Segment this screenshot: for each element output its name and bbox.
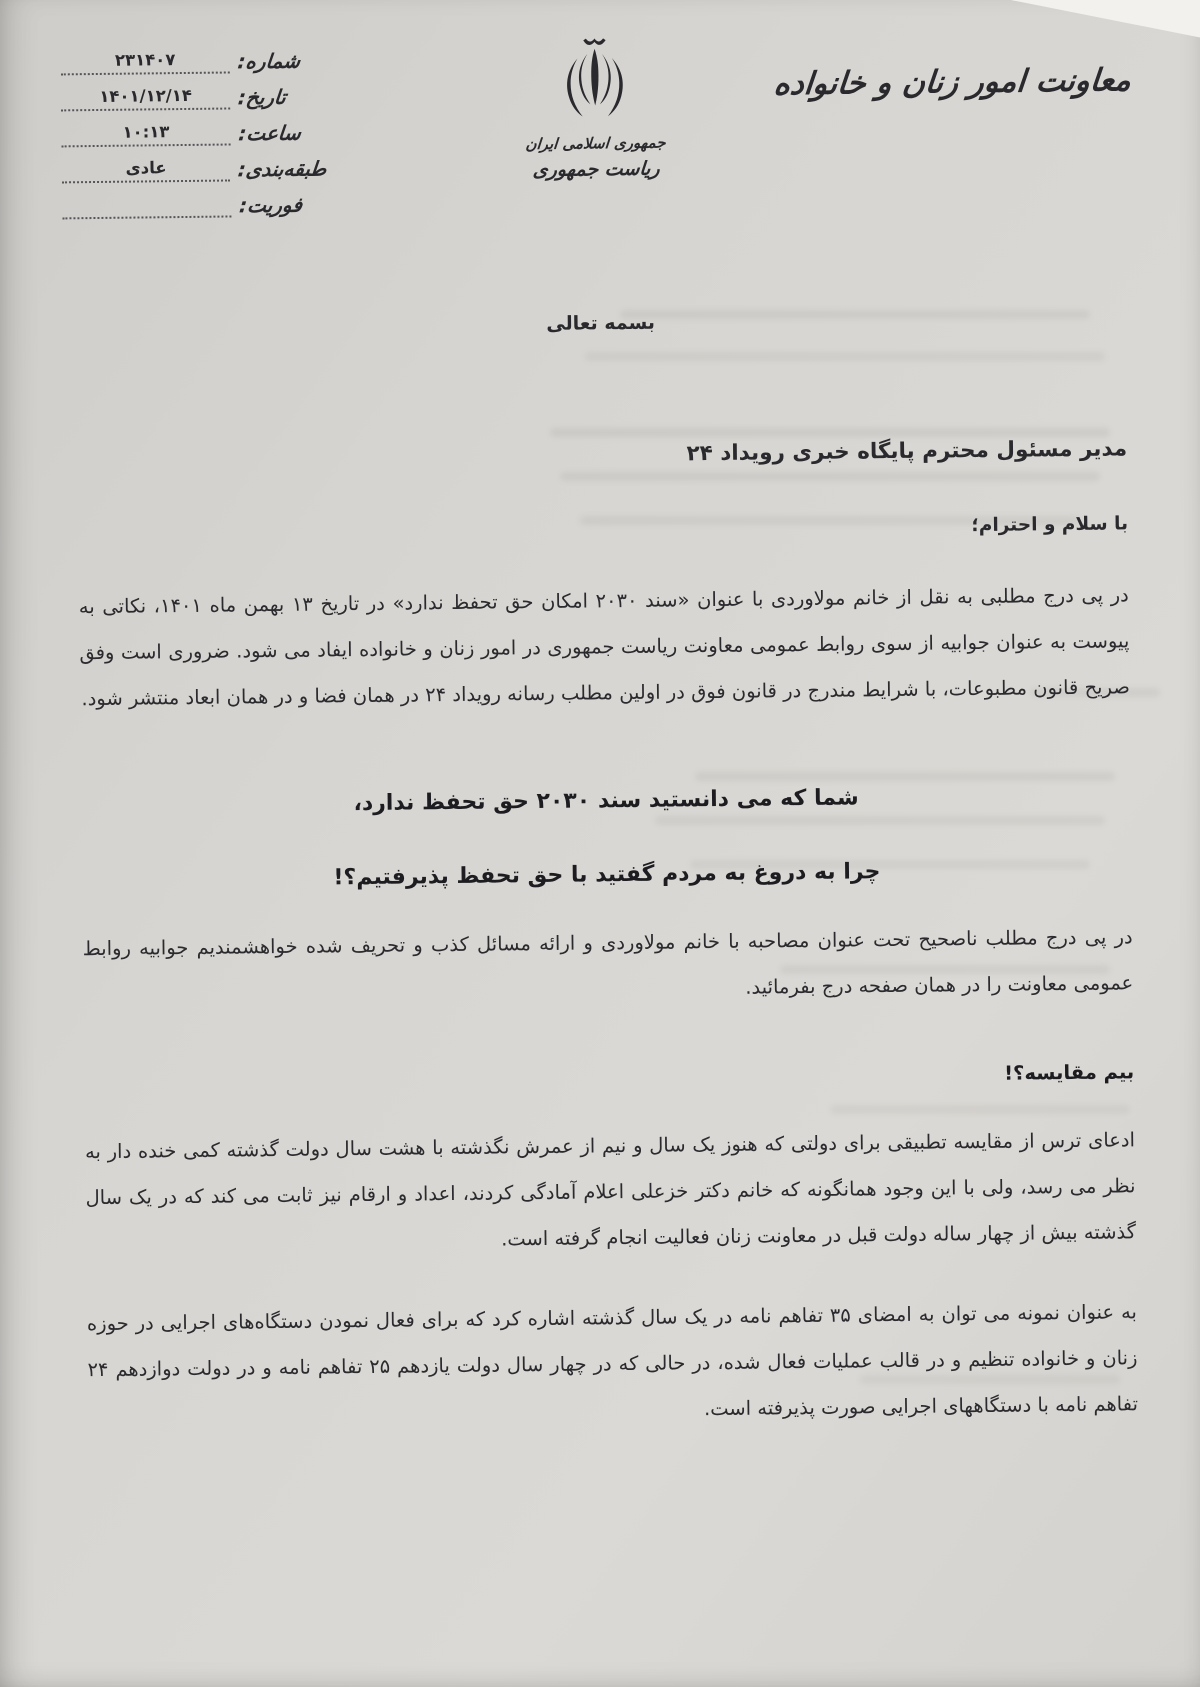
emblem-caption-country: جمهوری اسلامی ایران: [524, 133, 667, 154]
metadata-row-classification: [62, 155, 327, 183]
metadata-label-date: تاریخ:: [236, 84, 288, 110]
addressee-line: مدیر مسئول محترم پایگاه خبری رویداد ۲۴: [686, 436, 1128, 467]
headline-line-2: چرا به دروغ به مردم گفتید با حق تحفظ پذیرفتیم؟!: [333, 859, 881, 891]
metadata-label-urgency: فوریت:: [238, 192, 304, 218]
metadata-value-urgency: [62, 192, 231, 219]
metadata-label-number: شماره:: [236, 48, 302, 74]
headline-line-1: شما که می دانستید سند ۲۰۳۰ حق تحفظ ندارد،: [353, 785, 859, 817]
letter-paragraph-1: در پی درج مطلبی به نقل از خانم مولاوردی با عنوان «سند ۲۰۳۰ امکان حق تحفظ ندارد» در تاریخ ۱۳ بهمن ماه ۱۴۰۱، نکاتی به پیوست به عنوان جوابیه از سوی روابط عمومی معاونت ریاست جمهوری در امور زنان و خانواده ایفاد می شود. ضروری است وفق صریح قانون مطبوعات، با شرایط مندرج در قانون فوق در اولین مطلب رسانه رویداد ۲۴ در همان فضا و در همان ابعاد منتشر شود.: [78, 583, 1130, 711]
letter-paragraph-3: ادعای ترس از مقایسه تطبیقی برای دولتی که هنوز یک سال و نیم از عمرش نگذشته با هشت سال دولت گذشته کمی خنده دار به نظر می رسد، ولی با این وجود همانگونه که خانم دکتر خزعلی اعلام آمادگی کردند، اعداد و ارقام نیز ثابت می کند که در یک سال گذشته بیش از چهار ساله دولت قبل در معاونت زنان فعالیت انجام گرفته است.: [84, 1128, 1137, 1251]
bismillah-invocation: بسمه تعالی: [546, 311, 656, 335]
metadata-value-number: ۲۳۱۴۰۷: [61, 48, 230, 75]
metadata-row-time: [61, 119, 326, 147]
letterhead: [0, 0, 1200, 231]
letterhead-department-title: معاونت امور زنان و خانواده: [772, 62, 1133, 103]
letterhead-emblem-block: [524, 34, 666, 182]
letter-metadata-block: [61, 47, 328, 230]
metadata-row-date: [61, 83, 326, 111]
metadata-label-classification: طبقه‌بندی:: [237, 156, 329, 182]
metadata-value-date: ۱۴۰۱/۱۲/۱۴: [61, 84, 230, 111]
emblem-caption-presidency: ریاست جمهوری: [531, 157, 661, 182]
metadata-row-urgency: [62, 191, 327, 219]
salutation-line: با سلام و احترام؛: [971, 513, 1129, 537]
metadata-value-classification: عادی: [62, 156, 231, 183]
metadata-value-time: ۱۰:۱۳: [61, 120, 230, 147]
metadata-label-time: ساعت:: [237, 120, 303, 146]
section-heading-fear-of-comparison: بیم مقایسه؟!: [1004, 1060, 1135, 1085]
letter-body: [4, 305, 1200, 1440]
iran-national-emblem-icon: [551, 34, 638, 131]
letter-paragraph-2: در پی درج مطلب ناصحیح تحت عنوان مصاحبه با خانم مولاوردی و ارائه مسائل کذب و تحریف شده خواهشمندیم جوابیه روابط عمومی معاونت را در همان صفحه درج بفرمائید.: [82, 925, 1134, 999]
metadata-row-number: [61, 47, 326, 75]
letter-paragraph-4: به عنوان نمونه می توان به امضای ۳۵ تفاهم نامه در یک سال گذشته اشاره کرد که برای فعال نمودن دستگاه‌های اجرایی در حوزه زنان و خانواده تنظیم و در قالب عملیات فعال شده، در حالی که در چهار سال دولت یازدهم ۲۵ تفاهم نامه و در دولت دوازدهم ۲۴ تفاهم نامه با دستگاههای اجرایی صورت پذیرفته است.: [86, 1300, 1139, 1421]
